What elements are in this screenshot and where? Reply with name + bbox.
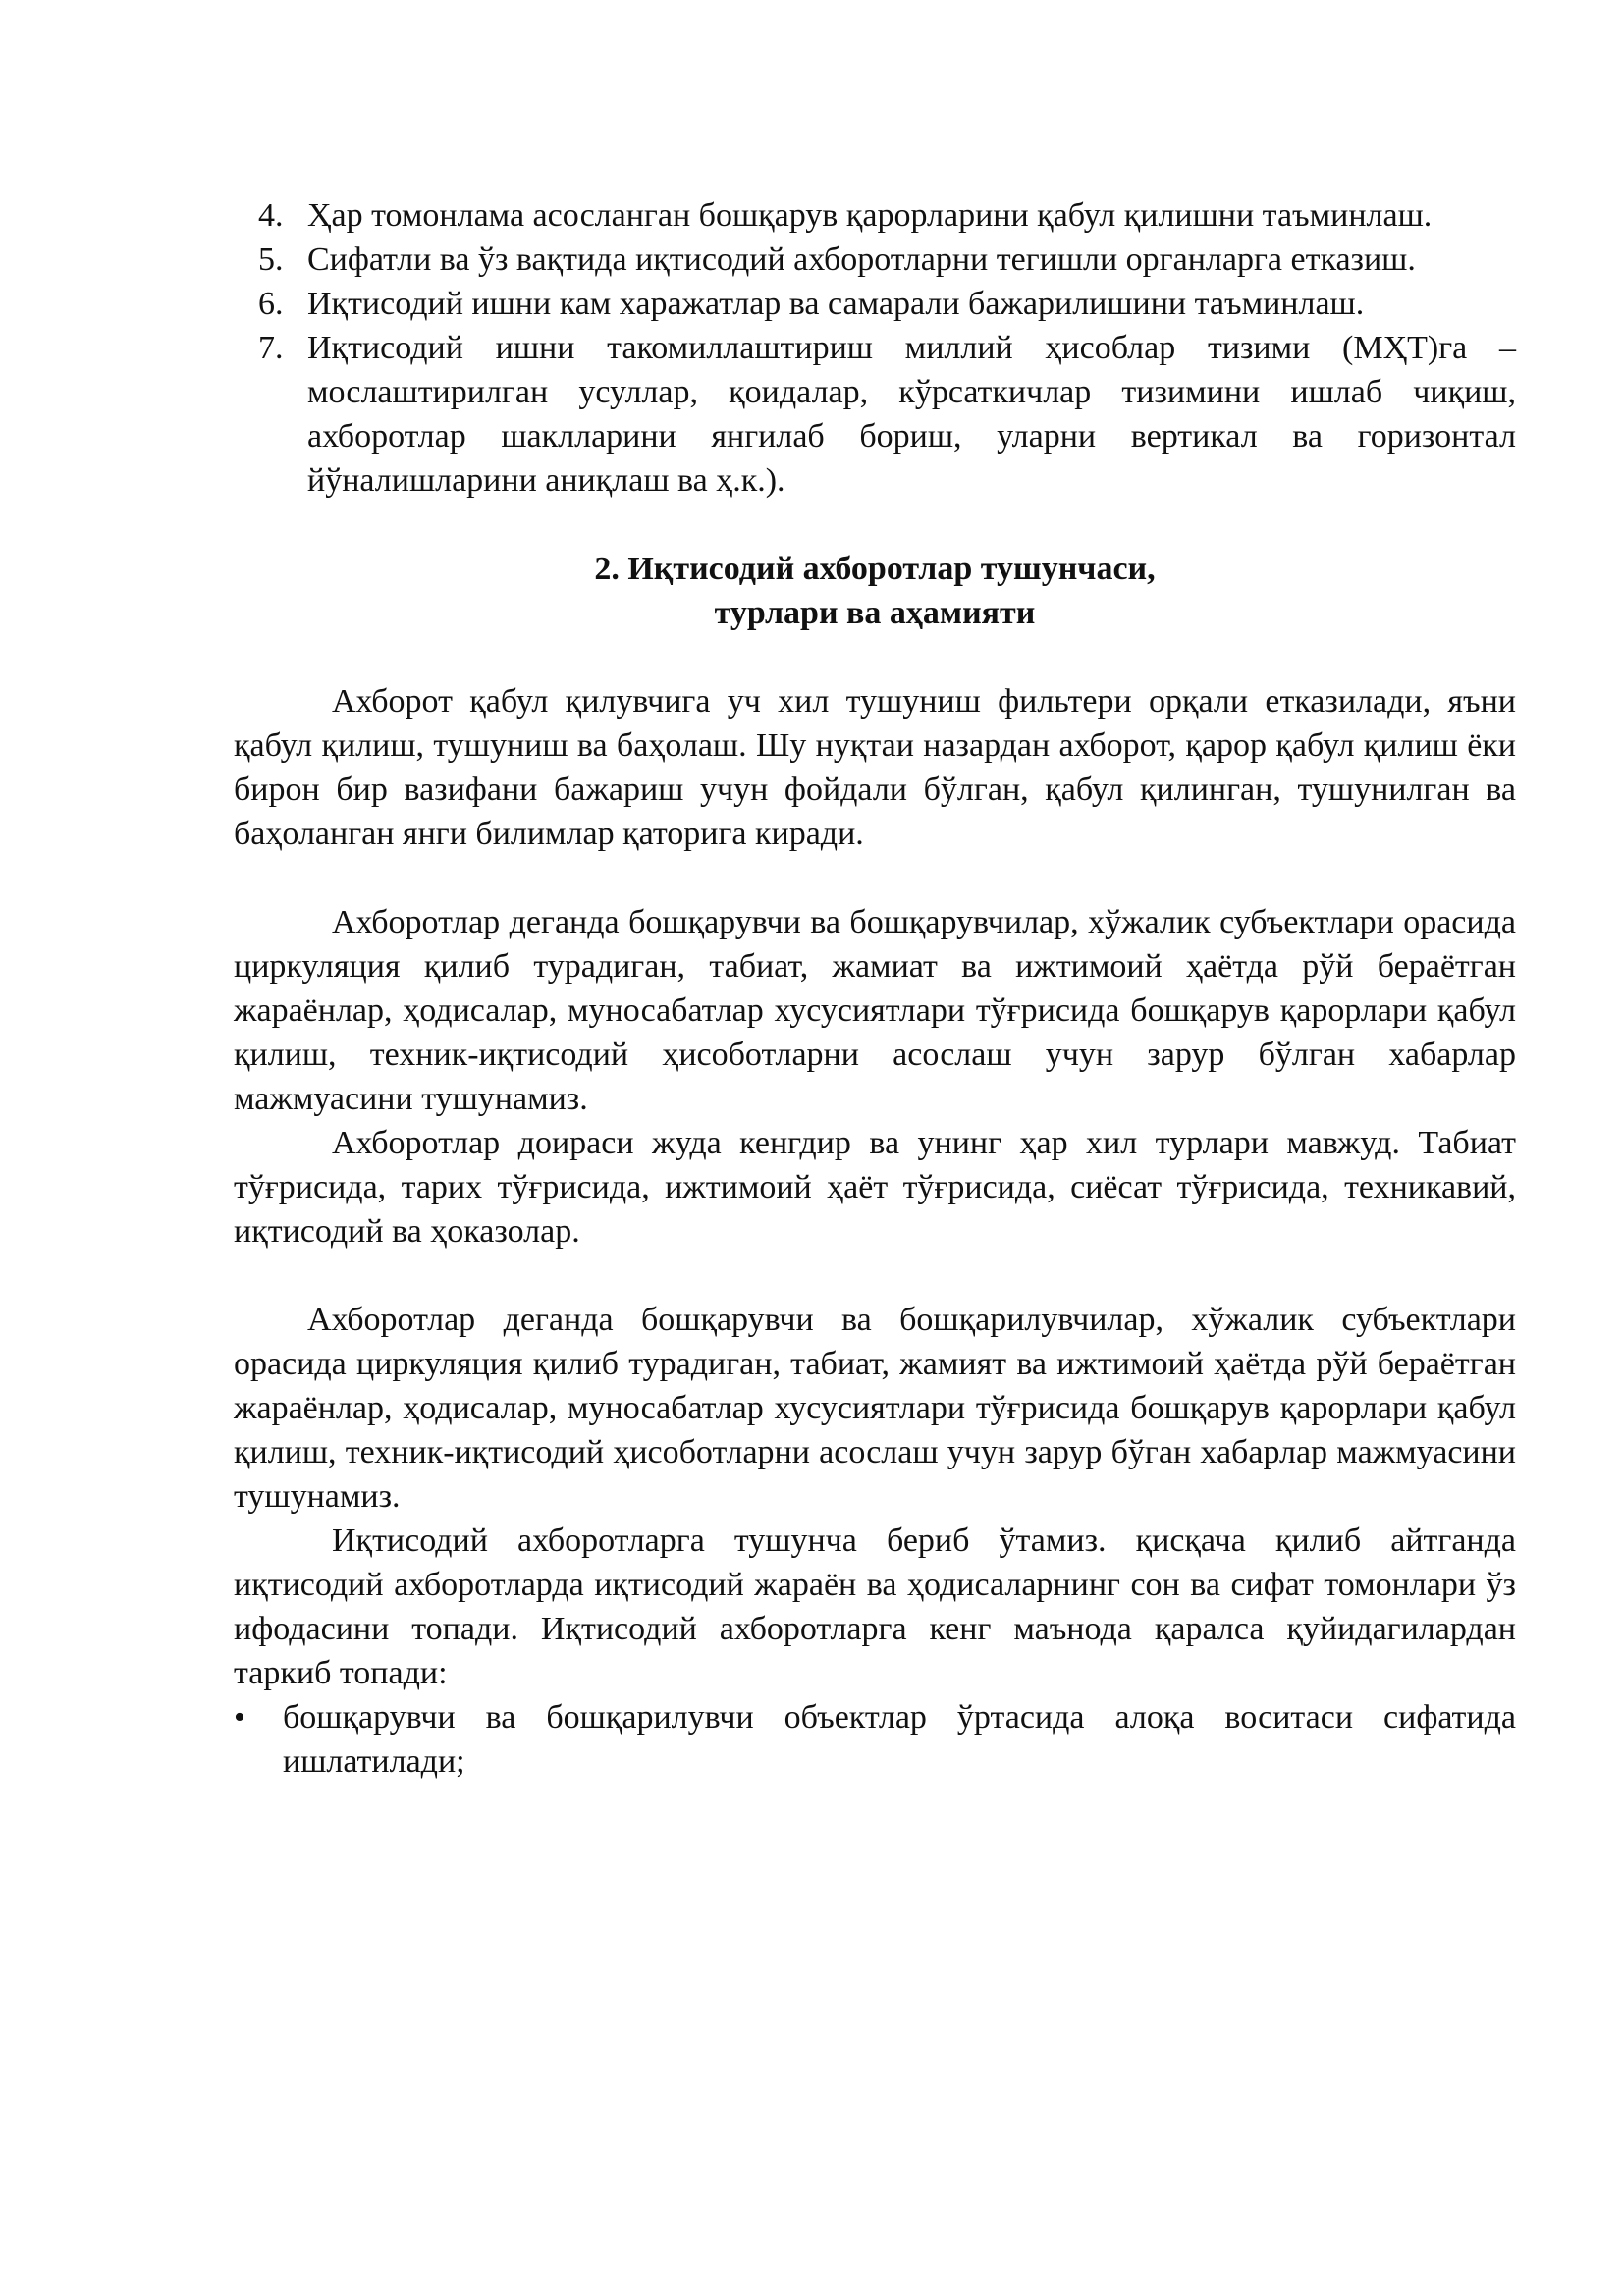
spacer: [234, 1254, 1516, 1298]
list-item-number: 7.: [258, 330, 284, 366]
list-item: [234, 238, 1516, 282]
bullet-list: [234, 1695, 1516, 1784]
list-item-text: Сифатли ва ўз вақтида иқтисодий ахборотларни тегишли органларга етказиш.: [307, 241, 1416, 278]
paragraph-information-scope: Ахборотлар доираси жуда кенгдир ва унинг ҳар хил турлари мавжуд. Табиат тўғрисида, тарих тўғрисида, ижтимоий ҳаёт тўғрисида, сиёсат тўғрисида, техникавий, иқтисодий ва ҳоказолар.: [234, 1125, 1516, 1250]
list-item: [234, 193, 1516, 238]
list-item-text: Иқтисодий ишни кам харажатлар ва самарали бажарилишини таъминлаш.: [307, 286, 1365, 322]
numbered-list: [234, 193, 1516, 503]
spacer: [234, 635, 1516, 679]
bullet-icon: •: [234, 1699, 245, 1735]
list-item-text: Ҳар томонлама асосланган бошқарув қарорларини қабул қилишни таъминлаш.: [307, 197, 1433, 234]
paragraph-information-filters: Ахборот қабул қилувчига уч хил тушуниш фильтери орқали етказилади, яъни қабул қилиш, тушуниш ва баҳолаш. Шу нуқтаи назардан ахборот, қарор қабул қилиш ёки бирон бир вазифани бажариш учун фойдали бўлган, қабул қилинган, тушунилган ва баҳоланган янги билимлар қаторига киради.: [234, 683, 1516, 852]
bullet-item: [234, 1695, 1516, 1784]
section-heading-line-2: турлари ва аҳамияти: [714, 595, 1036, 631]
list-item-number: 6.: [258, 286, 284, 322]
list-item: [234, 326, 1516, 503]
list-item-text: Иқтисодий ишни такомиллаштириш миллий ҳисоблар тизими (МҲТ)га – мослаштирилган усуллар, қоидалар, кўрсаткичлар тизимини ишлаб чиқиш, ахборотлар шаклларини янгилаб бориш, уларни вертикал ва горизонтал йўналишларини аниқлаш ва ҳ.к.).: [307, 330, 1516, 499]
list-item-number: 5.: [258, 241, 284, 278]
list-item-number: 4.: [258, 197, 284, 234]
list-item: [234, 282, 1516, 326]
section-heading: [234, 547, 1516, 635]
paragraph-economic-information: Иқтисодий ахборотларга тушунча бериб ўтамиз. қисқача қилиб айтганда иқтисодий ахборотларда иқтисодий жараён ва ҳодисаларнинг сон ва сифат томонлари ўз ифодасини топади. Иқтисодий ахборотларга кенг маънода қаралса қуйидагилардан таркиб топади:: [234, 1522, 1516, 1691]
paragraph-information-definition-repeat: Ахборотлар деганда бошқарувчи ва бошқарилувчилар, хўжалик субъектлари орасида циркуляция қилиб турадиган, табиат, жамият ва ижтимоий ҳаётда рўй бераётган жараёнлар, ҳодисалар, муносабатлар хусусиятлари тўғрисида бошқарув қарорлари қабул қилиш, техник-иқтисодий ҳисоботларни асослаш учун зарур бўган хабарлар мажмуасини тушунамиз.: [234, 1302, 1516, 1515]
spacer: [234, 856, 1516, 900]
paragraph-information-definition: Ахборотлар деганда бошқарувчи ва бошқарувчилар, хўжалик субъектлари орасида циркуляция қилиб турадиган, табиат, жамиат ва ижтимоий ҳаётда рўй бераётган жараёнлар, ҳодисалар, муносабатлар хусусиятлари тўғрисида бошқарув қарорлари қабул қилиш, техник-иқтисодий ҳисоботларни асослаш учун зарур бўлган хабарлар мажмуасини тушунамиз.: [234, 904, 1516, 1117]
page-content: [234, 193, 1516, 1784]
bullet-item-text: бошқарувчи ва бошқарилувчи объектлар ўртасида алоқа воситаси сифатида ишлатилади;: [283, 1699, 1516, 1780]
section-heading-line-1: 2. Иқтисодий ахборотлар тушунчаси,: [594, 551, 1156, 587]
